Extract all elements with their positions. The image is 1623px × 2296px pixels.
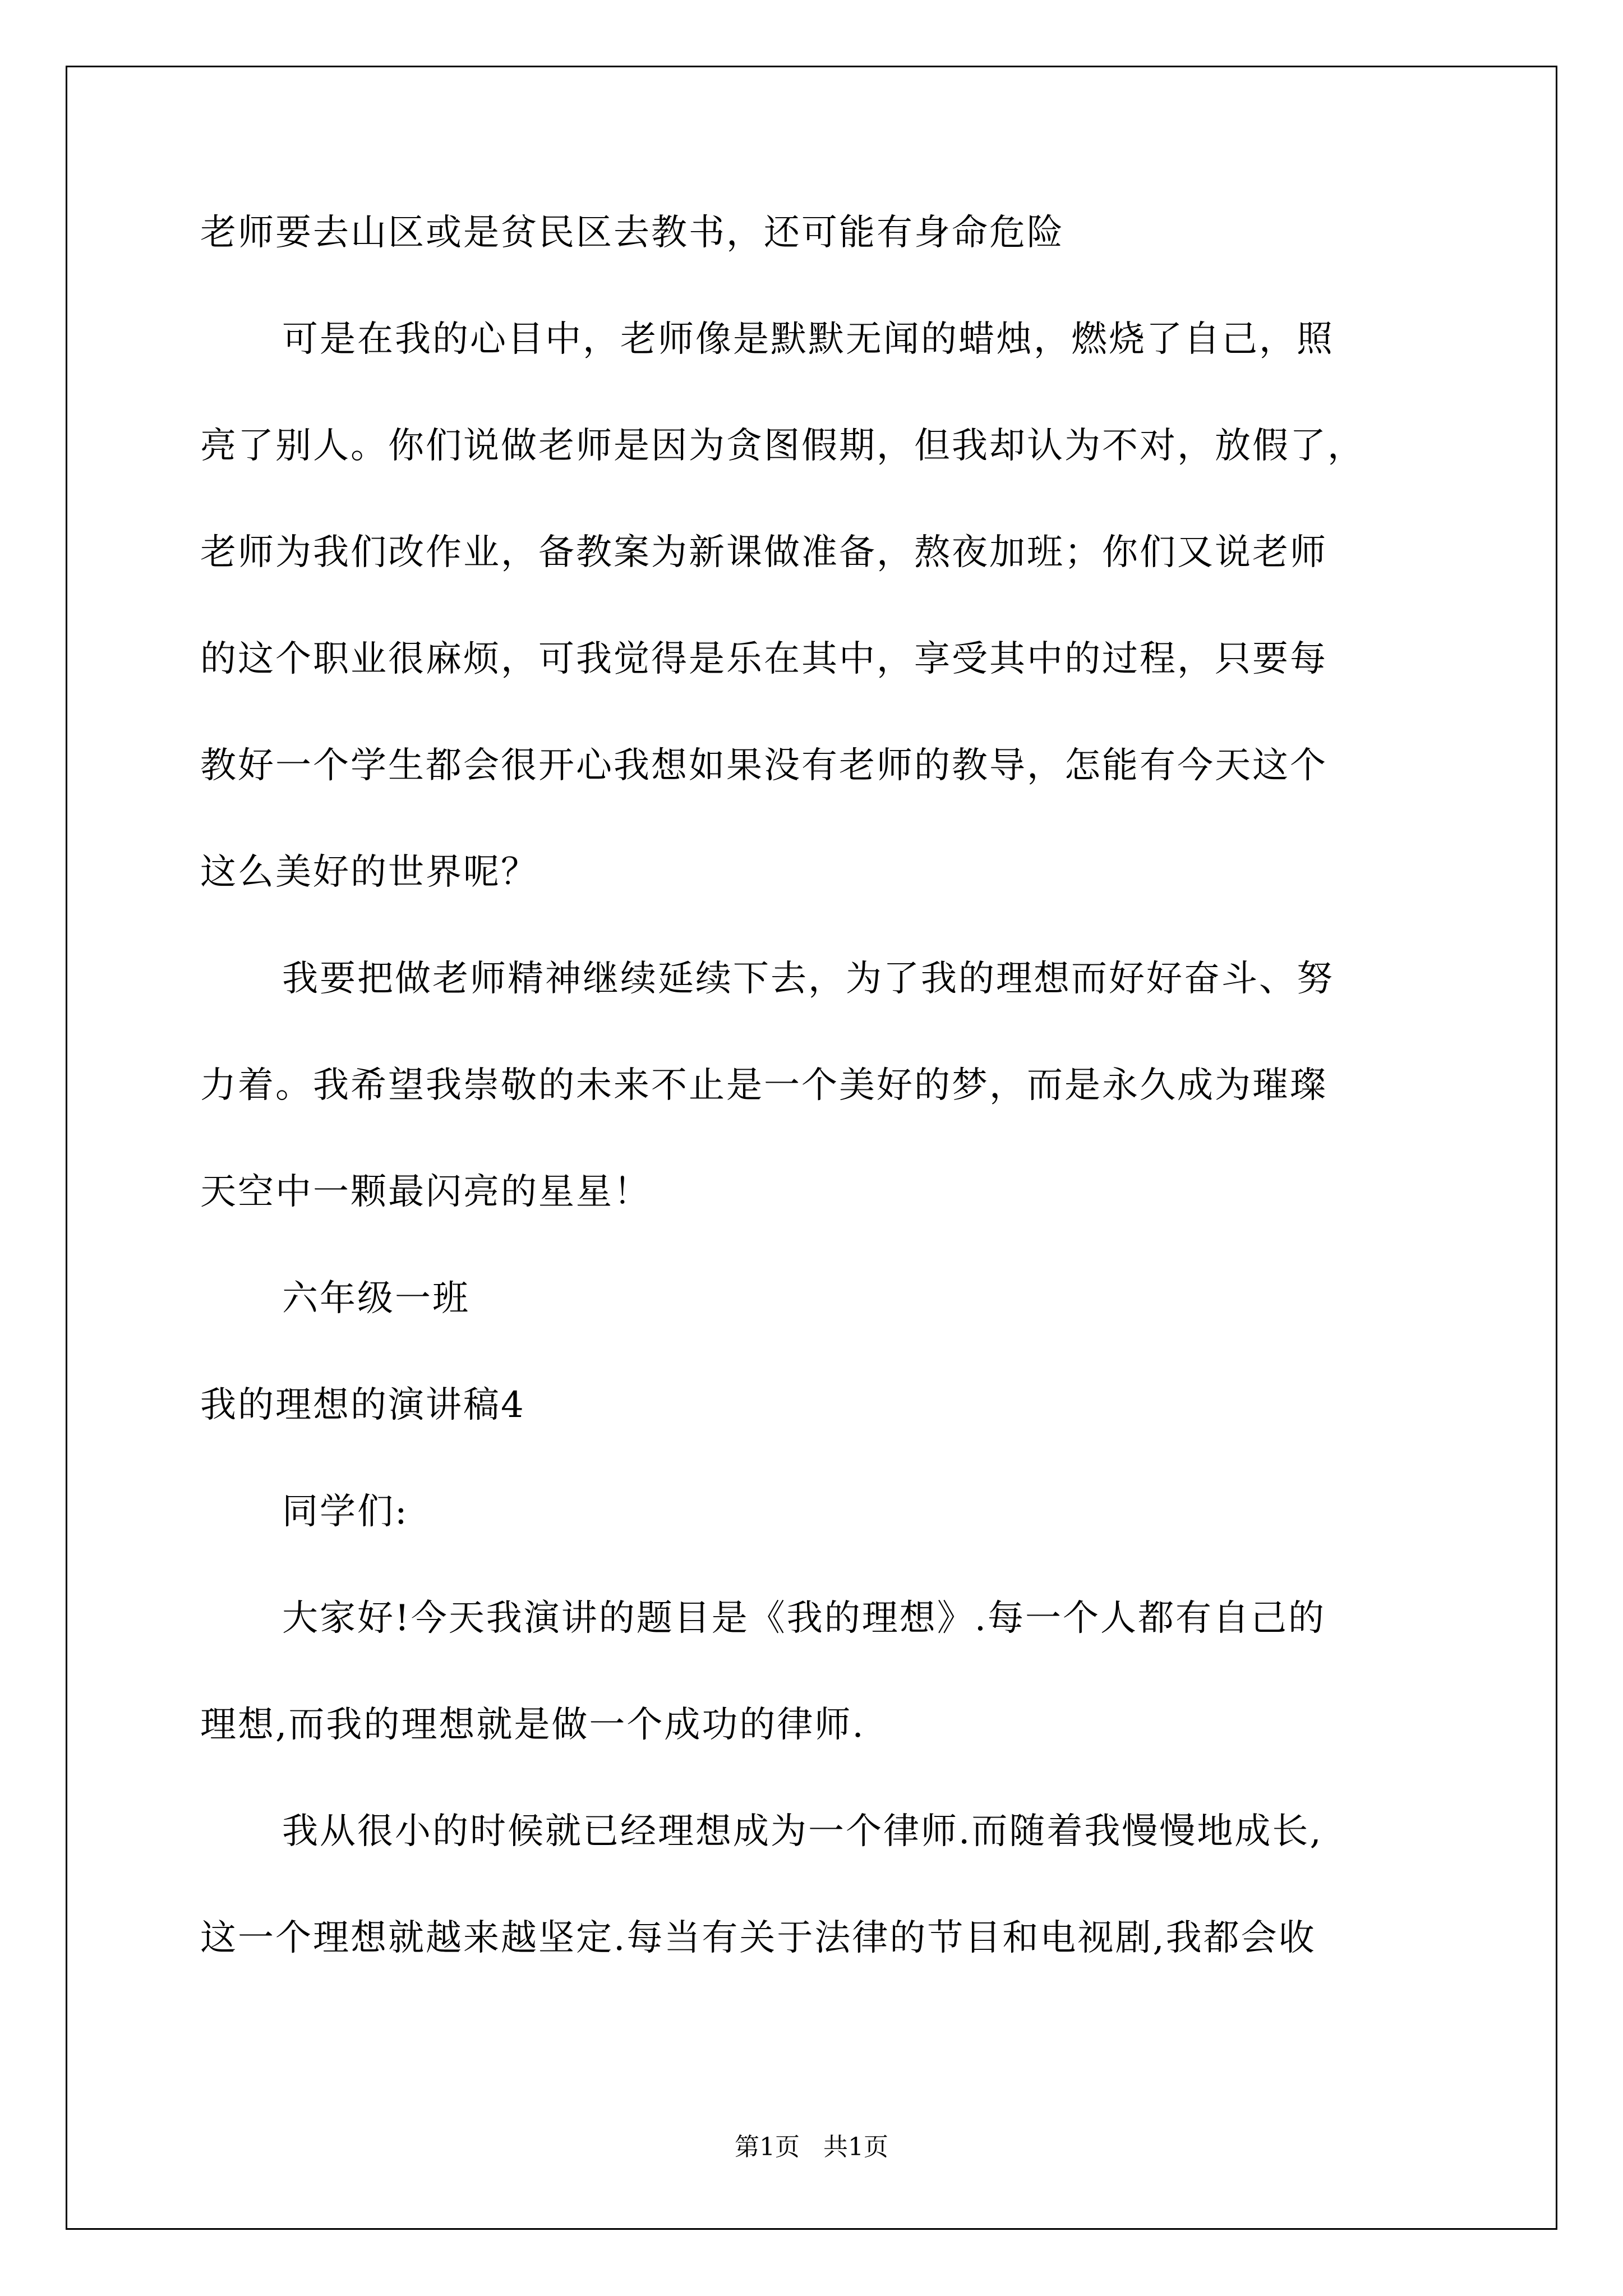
text-line: 可是在我的心目中，老师像是默默无闻的蜡烛，燃烧了自己，照	[282, 319, 1334, 360]
page-footer: 第1页 共1页	[735, 2133, 888, 2161]
text-line: 亮了别人。你们说做老师是因为贪图假期，但我却认为不对，放假了，	[200, 425, 1365, 467]
page-border	[66, 66, 1557, 2230]
text-line: 教好一个学生都会很开心我想如果没有老师的教导，怎能有今天这个	[200, 745, 1327, 786]
text-line: 我从很小的时候就已经理想成为一个律师.而随着我慢慢地成长,	[282, 1811, 1323, 1852]
text-line: 天空中一颗最闪亮的星星！	[200, 1171, 651, 1213]
text-line: 大家好!今天我演讲的题目是《我的理想》.每一个人都有自己的	[282, 1598, 1326, 1639]
text-line: 这一个理想就越来越坚定.每当有关于法律的节目和电视剧,我都会收	[200, 1917, 1316, 1959]
text-line: 同学们:	[282, 1491, 409, 1533]
text-line: 老师为我们改作业，备教案为新课做准备，熬夜加班；你们又说老师	[200, 532, 1327, 573]
text-line: 六年级一班	[282, 1278, 470, 1319]
text-line: 这么美好的世界呢？	[200, 852, 538, 893]
text-line: 的这个职业很麻烦，可我觉得是乐在其中，享受其中的过程，只要每	[200, 638, 1327, 680]
section-heading: 我的理想的演讲稿4	[200, 1384, 525, 1426]
text-line: 老师要去山区或是贫民区去教书，还可能有身命危险	[200, 212, 1064, 254]
text-line: 力着。我希望我崇敬的未来不止是一个美好的梦，而是永久成为璀璨	[200, 1065, 1327, 1106]
text-line: 我要把做老师精神继续延续下去，为了我的理想而好好奋斗、努	[282, 958, 1334, 1000]
text-line: 理想,而我的理想就是做一个成功的律师.	[200, 1704, 865, 1746]
